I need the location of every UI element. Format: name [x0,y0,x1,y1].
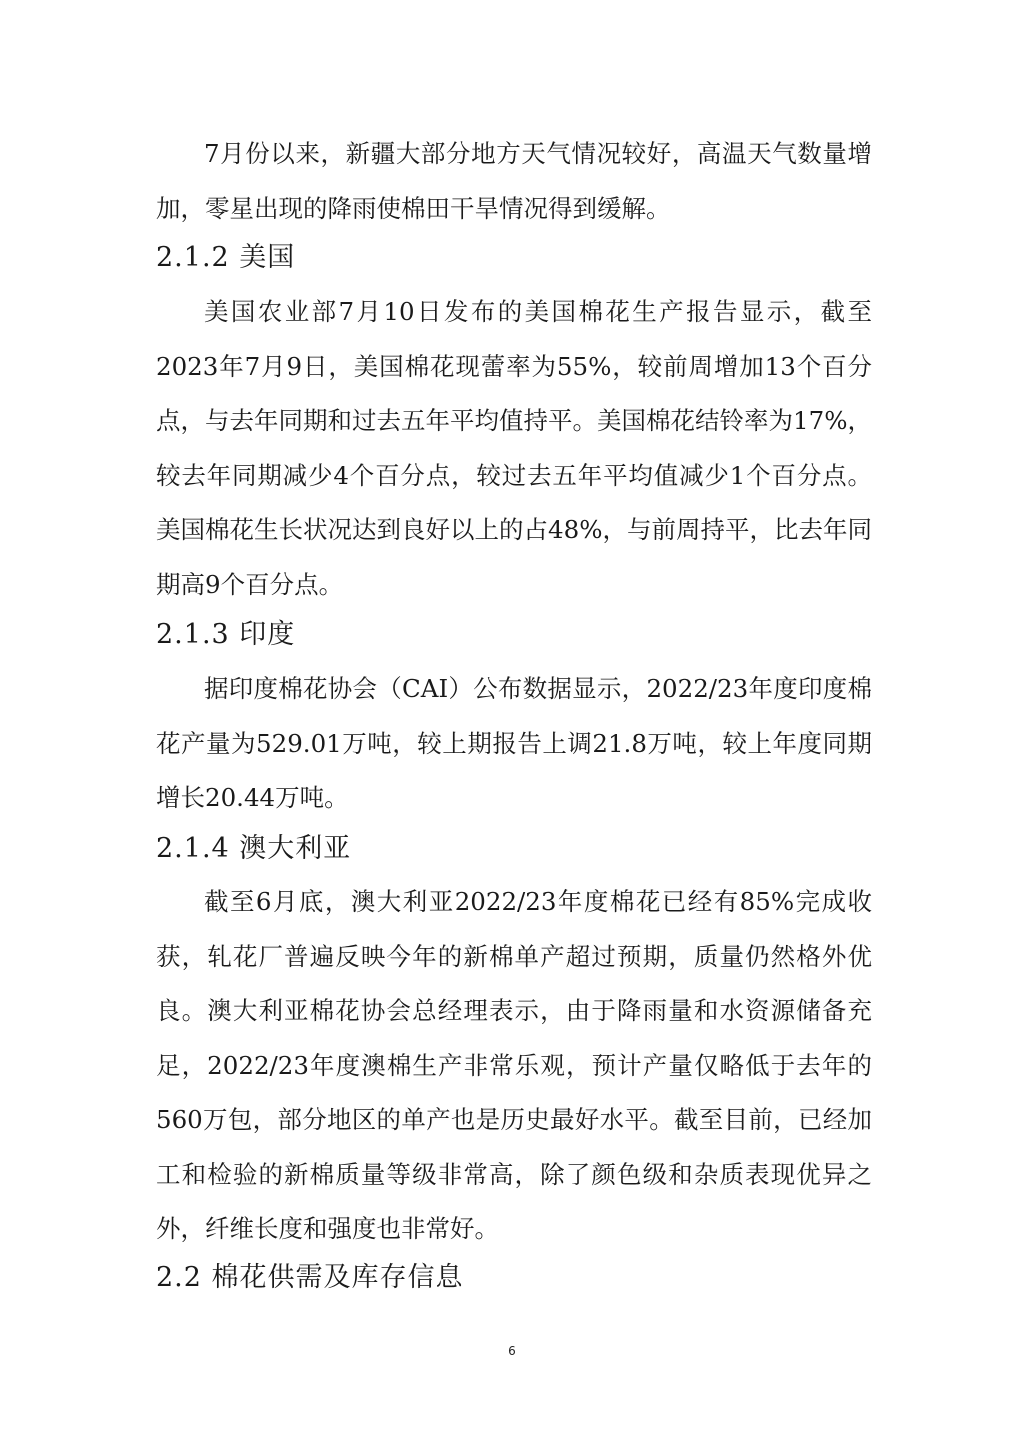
paragraph-usa-cotton-report: 美国农业部7月10日发布的美国棉花生产报告显示，截至2023年7月9日，美国棉花现蕾率为55%，较前周增加13个百分点，与去年同期和过去五年平均值持平。美国棉花结铃率为17%，较去年同期减少4个百分点，较过去五年平均值减少1个百分点。美国棉花生长状况达到良好以上的占48%，与前周持平，比去年同期高9个百分点。 [156,297,872,599]
heading-section-2-2-supply-inventory: 2.2 棉花供需及库存信息 [156,1262,464,1293]
page-number: 6 [508,1344,516,1358]
heading-section-2-1-2-usa: 2.1.2 美国 [156,242,296,273]
paragraph-xinjiang-weather: 7月份以来，新疆大部分地方天气情况较好，高温天气数量增加，零星出现的降雨使棉田干旱情况得到缓解。 [156,139,872,223]
heading-section-2-1-4-australia: 2.1.4 澳大利亚 [156,833,352,864]
heading-section-2-1-3-india: 2.1.3 印度 [156,619,296,650]
paragraph-australia-harvest: 截至6月底，澳大利亚2022/23年度棉花已经有85%完成收获，轧花厂普遍反映今年的新棉单产超过预期，质量仍然格外优良。澳大利亚棉花协会总经理表示，由于降雨量和水资源储备充足，2022/23年度澳棉生产非常乐观，预计产量仅略低于去年的560万包，部分地区的单产也是历史最好水平。截至目前，已经加工和检验的新棉质量等级非常高，除了颜色级和杂质表现优异之外，纤维长度和强度也非常好。 [156,887,872,1243]
paragraph-india-cotton-output: 据印度棉花协会（CAI）公布数据显示，2022/23年度印度棉花产量为529.01万吨，较上期报告上调21.8万吨，较上年度同期增长20.44万吨。 [156,674,872,812]
